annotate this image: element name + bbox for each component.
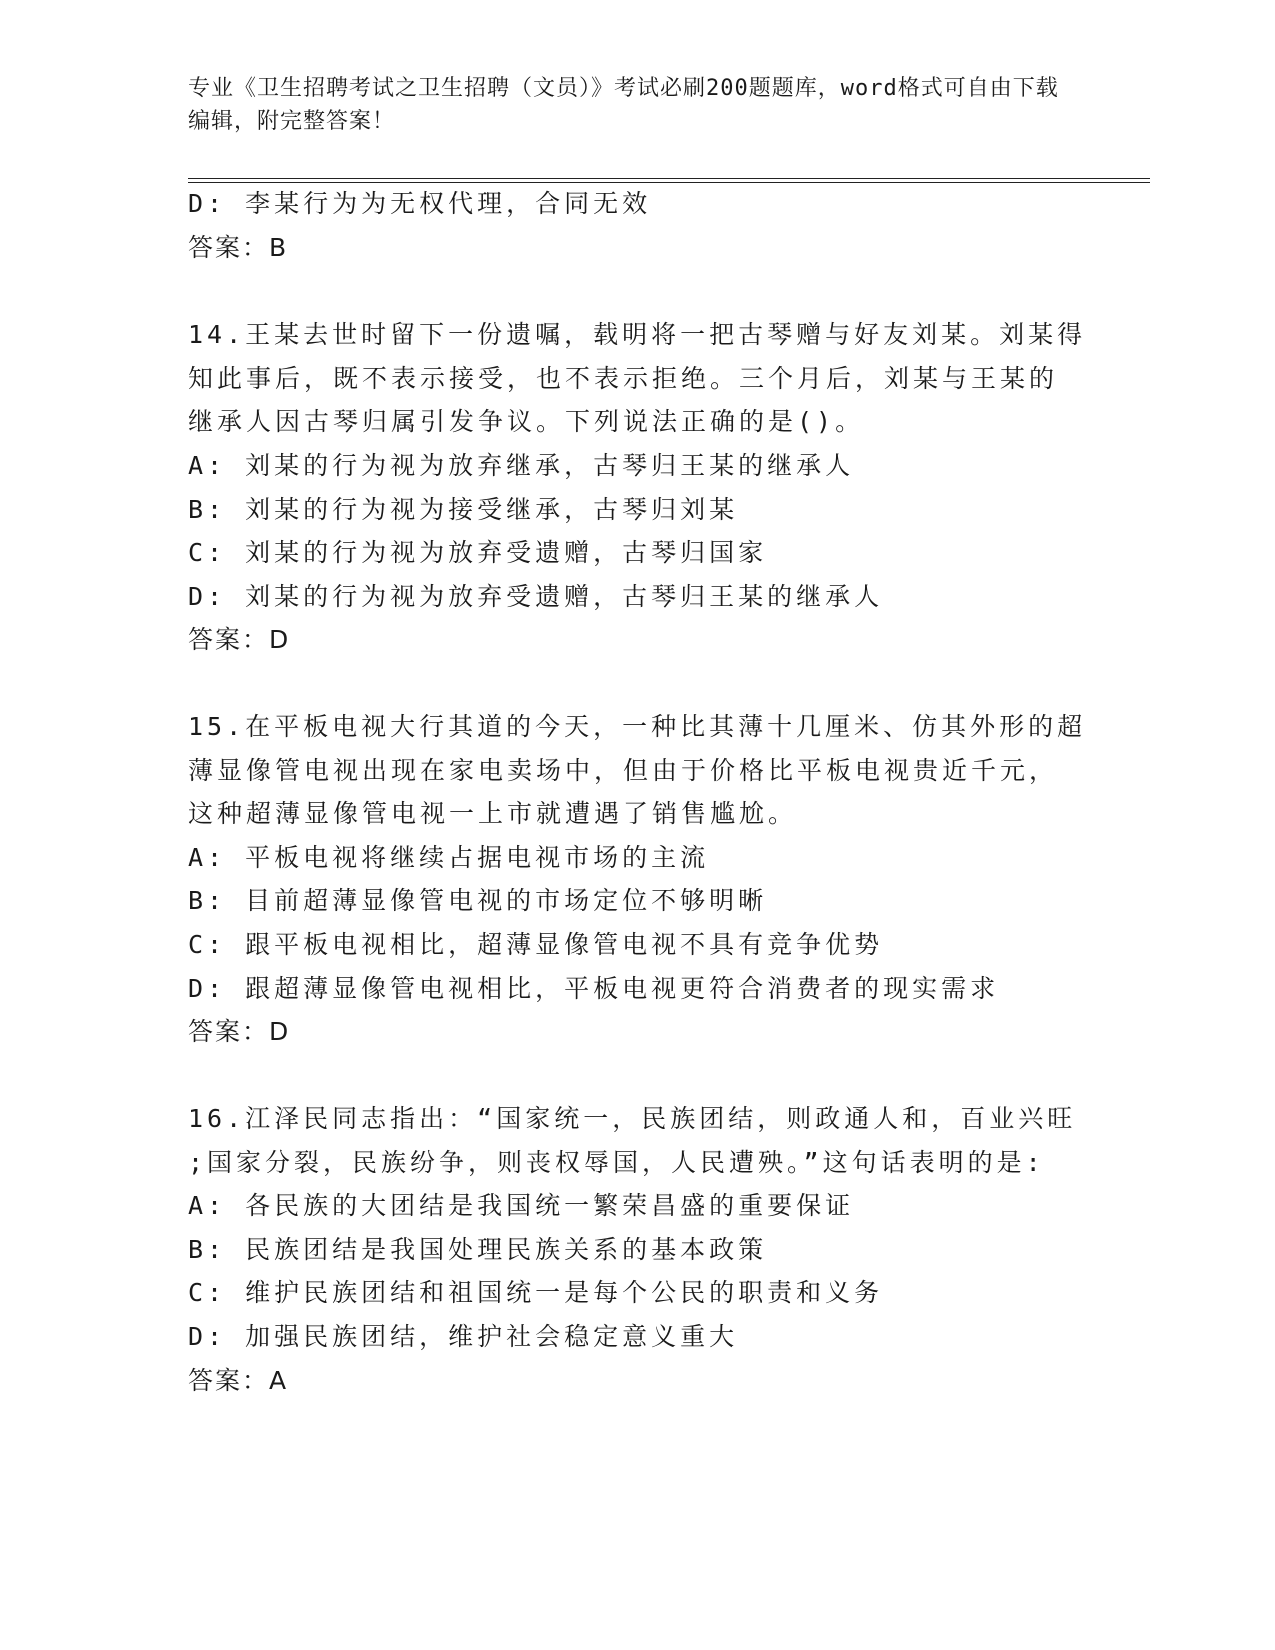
question-13-option-d: D: 李某行为为无权代理，合同无效 (188, 189, 652, 218)
header-divider-top (188, 178, 1150, 179)
header-divider-bottom (188, 182, 1150, 183)
option-b: B: 民族团结是我国处理民族关系的基本政策 (188, 1235, 768, 1264)
option-c: C: 跟平板电视相比，超薄显像管电视不具有竞争优势 (188, 930, 884, 959)
answer: 答案：D (188, 1017, 291, 1046)
option-b: B: 刘某的行为视为接受继承，古琴归刘某 (188, 495, 739, 524)
question-stem-line: 知此事后，既不表示接受，也不表示拒绝。三个月后，刘某与王某的 (188, 364, 1059, 393)
question-stem-line: 15.在平板电视大行其道的今天，一种比其薄十几厘米、仿其外形的超 (188, 712, 1087, 741)
option-b: B: 目前超薄显像管电视的市场定位不够明晰 (188, 886, 768, 915)
answer: 答案：A (188, 1366, 289, 1395)
question-stem-line: 14.王某去世时留下一份遗嘱，载明将一把古琴赠与好友刘某。刘某得 (188, 320, 1087, 349)
option-c: C: 维护民族团结和祖国统一是每个公民的职责和义务 (188, 1278, 884, 1307)
option-d: D: 刘某的行为视为放弃受遗赠，古琴归王某的继承人 (188, 582, 884, 611)
option-d: D: 跟超薄显像管电视相比，平板电视更符合消费者的现实需求 (188, 974, 1000, 1003)
option-a: A: 各民族的大团结是我国统一繁荣昌盛的重要保证 (188, 1191, 855, 1220)
question-13-answer: 答案：B (188, 233, 289, 262)
question-stem-line: 薄显像管电视出现在家电卖场中，但由于价格比平板电视贵近千元， (188, 756, 1059, 785)
option-c: C: 刘某的行为视为放弃受遗赠，古琴归国家 (188, 538, 768, 567)
option-a: A: 平板电视将继续占据电视市场的主流 (188, 843, 710, 872)
question-stem-line: ;国家分裂，民族纷争，则丧权辱国，人民遭殃。”这句话表明的是: (188, 1148, 1045, 1177)
document-header: 专业《卫生招聘考试之卫生招聘（文员）》考试必刷200题题库，word格式可自由下载编辑，附完整答案！ (188, 76, 1059, 134)
option-d: D: 加强民族团结，维护社会稳定意义重大 (188, 1322, 739, 1351)
question-stem-line: 继承人因古琴归属引发争议。下列说法正确的是()。 (188, 407, 865, 436)
question-stem-line: 16.江泽民同志指出：“国家统一，民族团结，则政通人和，百业兴旺 (188, 1104, 1077, 1133)
answer: 答案：D (188, 625, 291, 654)
question-stem-line: 这种超薄显像管电视一上市就遭遇了销售尴尬。 (188, 799, 798, 828)
option-a: A: 刘某的行为视为放弃继承，古琴归王某的继承人 (188, 451, 855, 480)
